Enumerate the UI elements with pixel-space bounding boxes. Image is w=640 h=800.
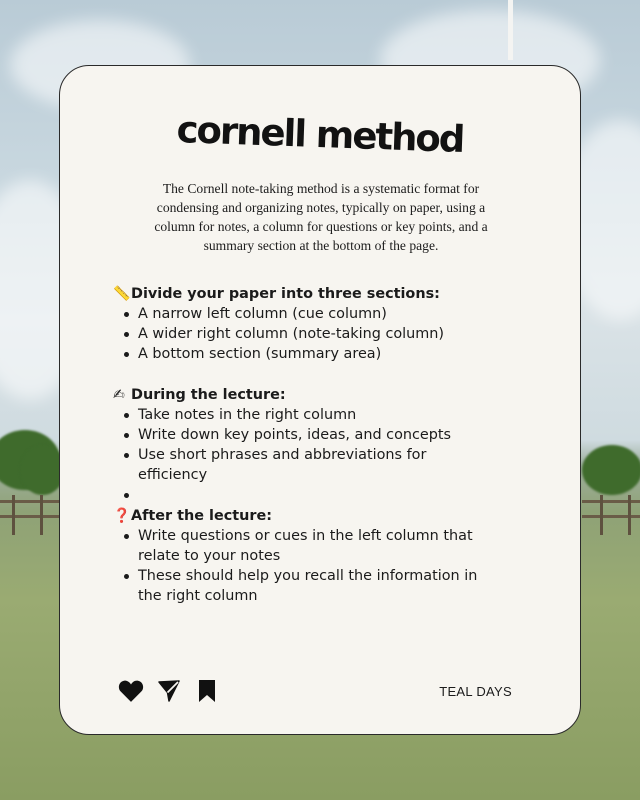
- question-mark-icon: ❓: [113, 508, 131, 524]
- list-item: A bottom section (summary area): [138, 344, 553, 364]
- intro-paragraph: The Cornell note-taking method is a systematic format for condensing and organizing notes, typically on paper, using a column for notes, a column for questions or key points, and a summary section at the bottom of the page.: [154, 181, 488, 253]
- fence-rail: [582, 515, 640, 518]
- section-heading: [113, 284, 553, 304]
- info-card: [59, 65, 581, 735]
- send-icon[interactable]: [156, 678, 182, 704]
- fence-post: [40, 495, 43, 535]
- list-item: Take notes in the right column: [138, 405, 553, 425]
- brand-name: TEAL DAYS: [439, 684, 512, 699]
- fence-post: [12, 495, 15, 535]
- fence-rail: [582, 500, 640, 503]
- ruler-icon: 📏: [113, 286, 131, 302]
- bullet-list: [113, 526, 553, 606]
- bookmark-icon[interactable]: [194, 678, 220, 704]
- action-icons: [118, 678, 220, 704]
- writing-hand-icon: ✍: [113, 387, 125, 403]
- list-item: Write down key points, ideas, and concepts: [138, 425, 553, 445]
- section-heading: [113, 506, 553, 526]
- list-item: Use short phrases and abbreviations for efficiency: [138, 445, 468, 485]
- section-heading: [113, 385, 553, 405]
- section-heading-text: Divide your paper into three sections:: [131, 286, 440, 302]
- section-heading-text: After the lecture:: [131, 508, 272, 524]
- pole: [508, 0, 513, 60]
- tree: [582, 445, 640, 495]
- list-item: A narrow left column (cue column): [138, 304, 553, 324]
- list-item: A wider right column (note-taking column): [138, 324, 553, 344]
- page-title: cornell method: [175, 108, 465, 161]
- section-divide: [113, 284, 553, 364]
- section-after: [113, 506, 553, 606]
- list-item: Write questions or cues in the left column that relate to your notes: [138, 526, 498, 566]
- section-during: [113, 385, 553, 505]
- fence-rail: [0, 515, 60, 518]
- list-item: [138, 485, 553, 505]
- fence-post: [628, 495, 631, 535]
- fence-post: [600, 495, 603, 535]
- section-heading-text: During the lecture:: [131, 387, 286, 403]
- list-item: These should help you recall the information in the right column: [138, 566, 498, 606]
- bullet-list: [113, 405, 553, 505]
- fence-rail: [0, 500, 60, 503]
- heart-icon[interactable]: [118, 678, 144, 704]
- bullet-list: [113, 304, 553, 364]
